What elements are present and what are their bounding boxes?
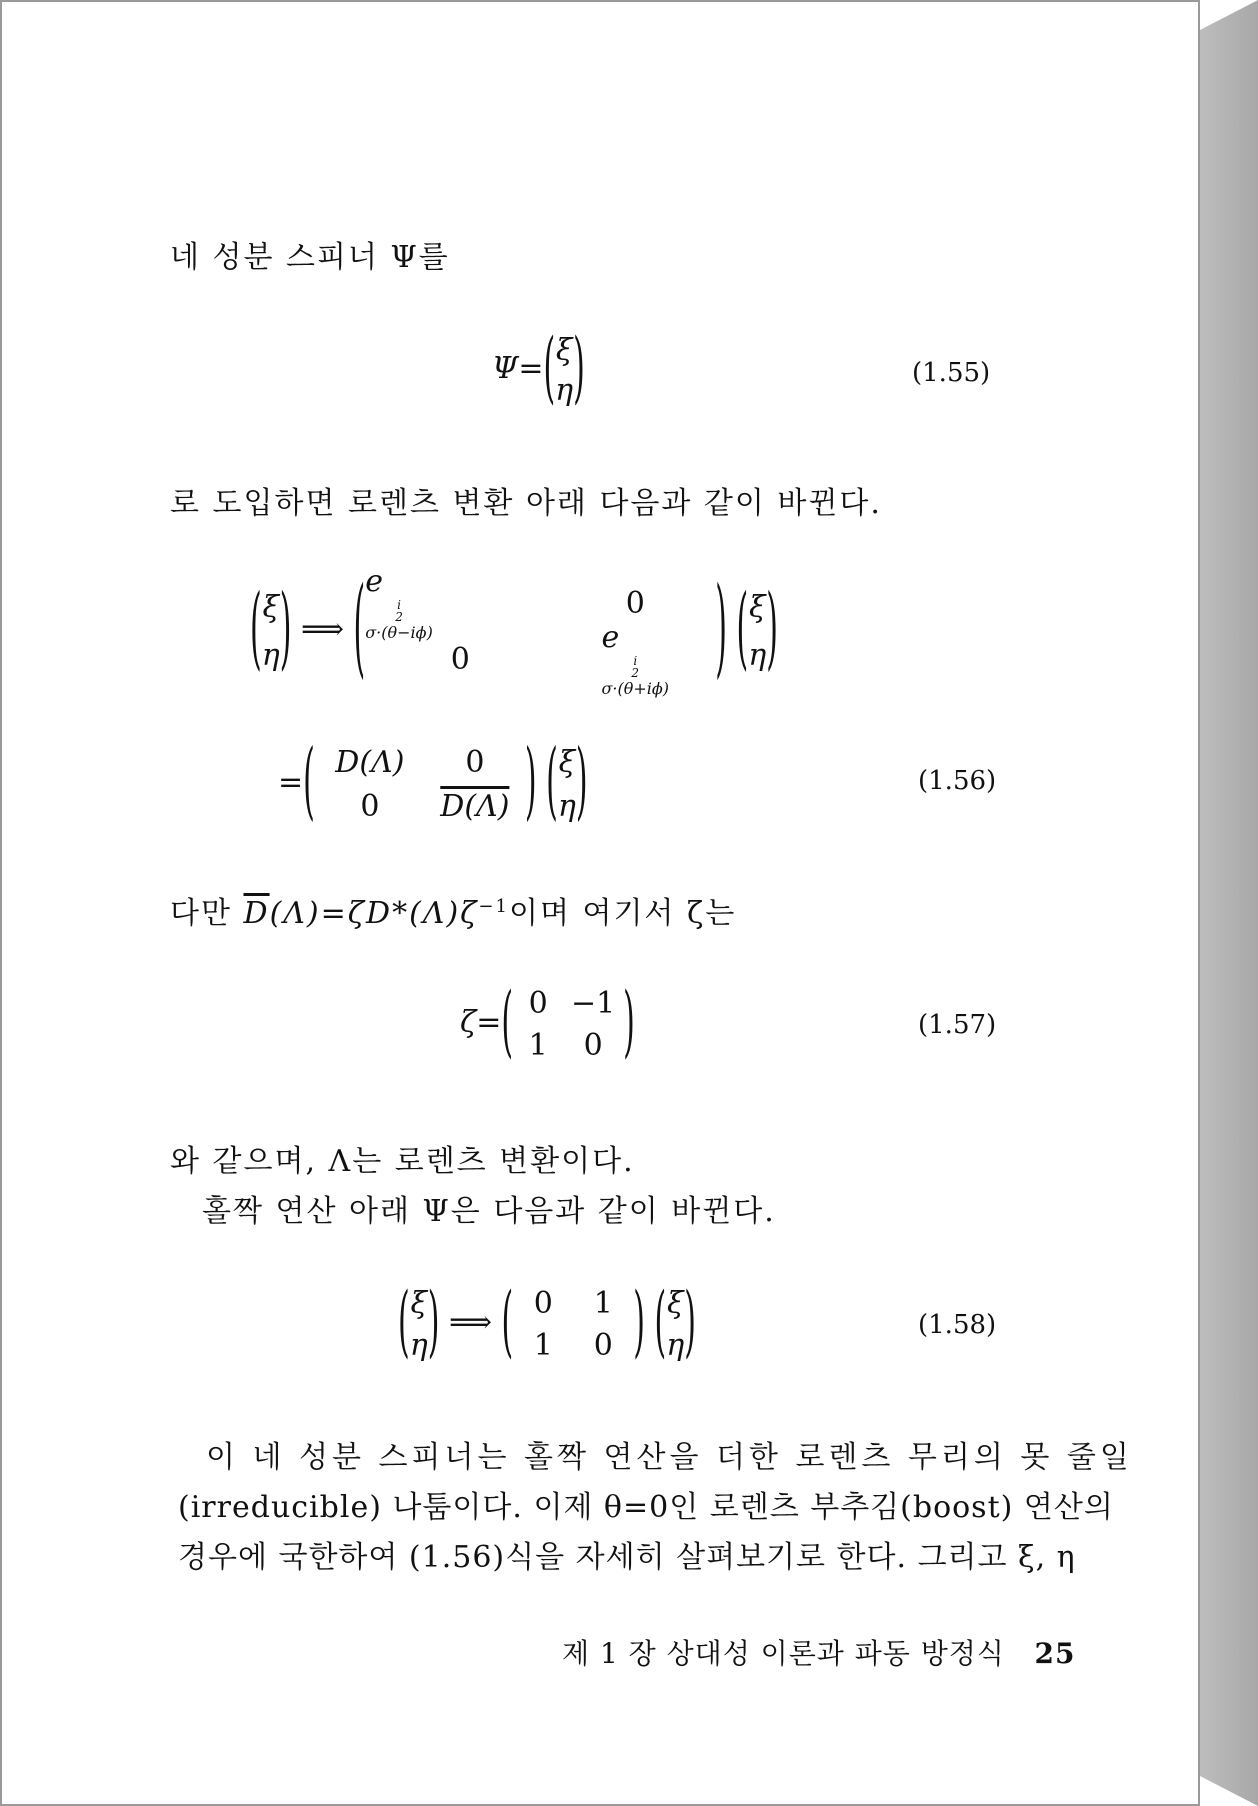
paragraph-lorentz-def: 와 같으며, Λ는 로렌츠 변환이다.: [170, 1144, 635, 1179]
matrix-entry-11: D(Λ): [335, 744, 405, 780]
vec-bot: η: [557, 788, 576, 824]
vec-top: ξ: [262, 589, 279, 625]
equation-1-58: ( ξ η ) ⟹ ( 0 1 1 0 ) ( ξ η ): [398, 1277, 696, 1369]
vec-bot: η: [409, 1327, 428, 1363]
equation-number-1-56: (1.56): [918, 766, 997, 796]
eq-op: =: [476, 1005, 502, 1040]
eq-lhs: Ψ: [492, 351, 519, 386]
book-edge-bottom: [1200, 1776, 1258, 1806]
matrix-entry-12: −1: [571, 985, 616, 1021]
eq-lhs: ζ: [460, 1005, 477, 1040]
matrix-entry-22: 0: [583, 1027, 603, 1063]
eq-op: =: [518, 351, 544, 386]
vec-bot: η: [261, 637, 280, 673]
matrix-entry-22: e i 2 σ·(θ+iϕ): [601, 620, 670, 698]
equation-1-56: = ( D(Λ) 0 0 D(Λ) ) ( ξ η ): [278, 733, 588, 832]
paragraph-irreducible-line2: (irreducible) 나툼이다. 이제 θ=0인 로렌츠 부추김(boost) 연산의: [178, 1490, 1114, 1525]
vec-top: ξ: [748, 589, 766, 625]
vec-top: ξ: [666, 1285, 684, 1321]
matrix-entry-22: 0: [593, 1327, 613, 1363]
vec-top: ξ: [410, 1285, 427, 1321]
eq-op: =: [278, 765, 304, 800]
paragraph-irreducible-line3: 경우에 국한하여 (1.56)식을 자세히 살펴보기로 한다. 그리고 ξ, η: [178, 1540, 1076, 1575]
equation-transform: ( ξ η ) ⟹ ( e i 2 σ·(θ−iϕ) 0 0 e i 2 σ·(θ+iϕ) ) ( ξ η ): [250, 564, 778, 698]
equation-number-1-55: (1.55): [912, 358, 991, 388]
paragraph-dbar: 다만 $\overline{D}(\Lambda)=\zeta D*(\Lambda)\zeta^{-1}$이며 여기서 ζ는: [170, 896, 737, 931]
book-edge: [1200, 0, 1258, 1806]
matrix-entry-12: 0: [465, 744, 485, 780]
paragraph-lorentz: 로 도입하면 로렌츠 변환 아래 다음과 같이 바뀐다.: [170, 486, 882, 521]
matrix-entry-21: 1: [533, 1327, 553, 1363]
dbar-symbol: $\overline{D}$: [243, 896, 270, 931]
matrix-entry-11: e i 2 σ·(θ−iϕ): [365, 564, 433, 642]
arrow: ⟹: [448, 1305, 492, 1340]
chapter-title: 제 1 장 상대성 이론과 파동 방정식: [562, 1637, 1005, 1670]
vec-bot: η: [555, 372, 574, 408]
matrix-entry-21: 1: [528, 1027, 548, 1063]
matrix-entry-12: 1: [593, 1285, 613, 1321]
matrix-entry-21: 0: [450, 641, 470, 677]
book-edge-top: [1200, 0, 1258, 30]
paragraph-irreducible-line1: 이 네 성분 스피너는 홀짝 연산을 더한 로렌츠 무리의 못 줄일: [206, 1440, 1133, 1475]
vec-top: ξ: [555, 332, 573, 368]
equation-number-1-58: (1.58): [918, 1310, 997, 1340]
equation-1-57: ζ= ( 0 −1 1 0 ): [460, 977, 635, 1069]
vec-bot: η: [748, 637, 767, 673]
page-number: 25: [1034, 1637, 1076, 1670]
matrix-entry-22-dbar: D(Λ): [440, 788, 510, 824]
equation-1-55: Ψ= ( ξ η ): [492, 323, 585, 415]
matrix-entry-11: 0: [533, 1285, 553, 1321]
vec-top: ξ: [558, 744, 576, 780]
matrix-entry-12: 0: [625, 585, 645, 621]
matrix-entry-11: 0: [528, 985, 548, 1021]
equation-number-1-57: (1.57): [918, 1010, 997, 1040]
matrix-entry-21: 0: [360, 788, 380, 824]
paragraph-parity: 홀짝 연산 아래 Ψ은 다음과 같이 바뀐다.: [202, 1194, 776, 1229]
arrow: ⟹: [300, 612, 344, 647]
running-footer: [562, 1632, 1076, 1672]
vec-bot: η: [666, 1327, 685, 1363]
paragraph-intro: 네 성분 스피너 Ψ를: [170, 240, 450, 275]
